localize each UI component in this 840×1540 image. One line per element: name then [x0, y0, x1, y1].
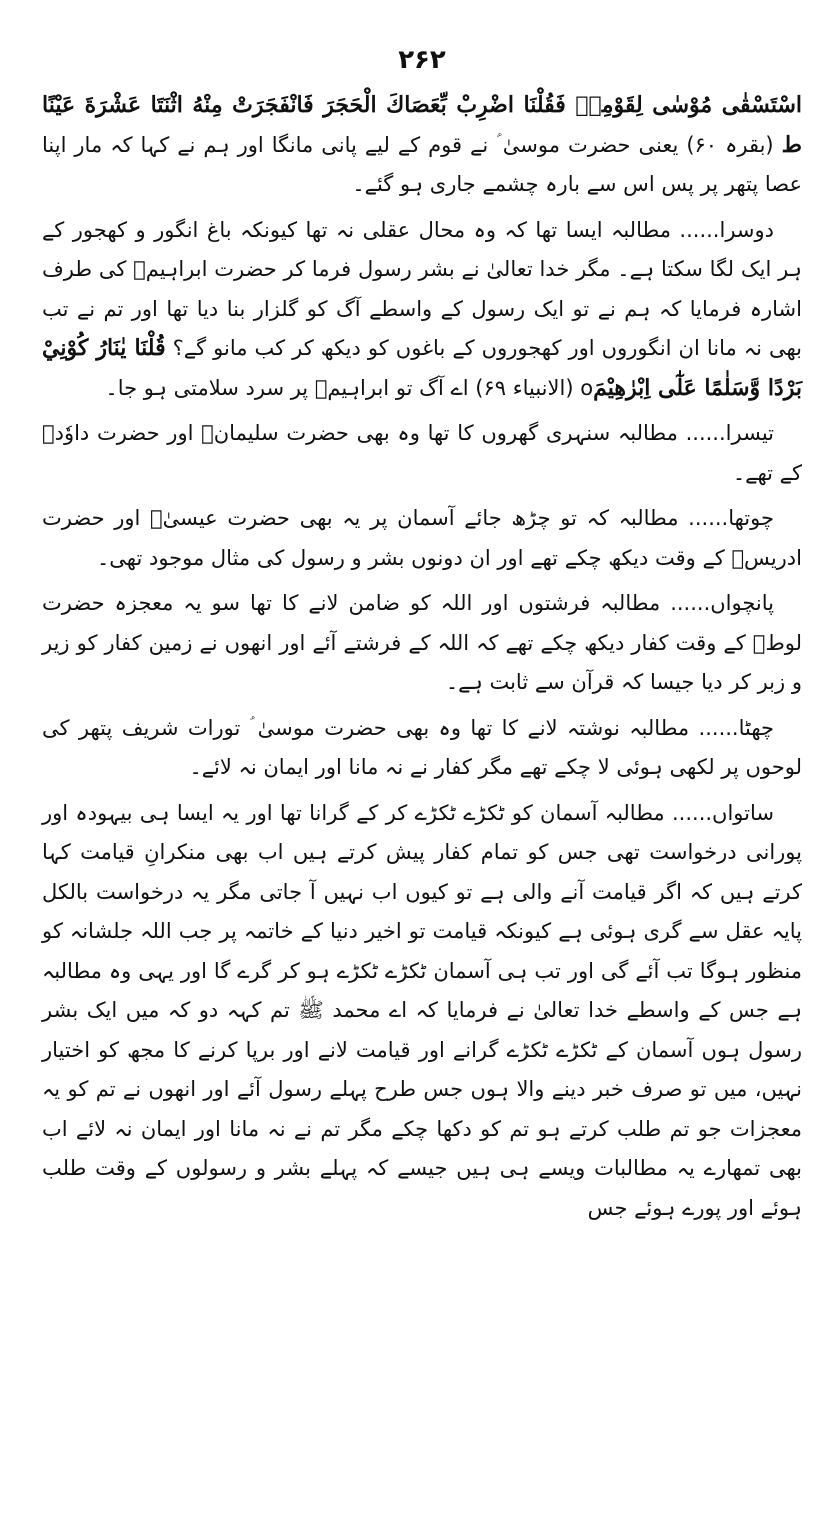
paragraph-text: پانچواں...... مطالبہ فرشتوں اور اللہ کو ضامن لانے کا تھا سو یہ معجزہ حضرت لوطؑ کے وقت کفار دیکھ چکے تھے کہ اللہ کے فرشتے آئے اور انھوں نے زمین کفار کو زیر و زبر کر دیا جیسا کہ قرآن سے ثابت ہے۔: [42, 591, 802, 694]
paragraph-text: o (الانبیاء ۶۹) اے آگ تو ابراہیمؑ پر سرد سلامتی ہو جا۔: [105, 375, 594, 400]
paragraph-text: چوتھا...... مطالبہ کہ تو چڑھ جائے آسمان پر یہ بھی حضرت عیسیٰؑ اور حضرت ادریسؑ کے وقت دیکھ چکے تھے اور ان دونوں بشر و رسول کی مثال موجود تھی۔: [42, 506, 802, 570]
paragraph-fourth-demand: [42, 499, 802, 578]
arabic-verse: قُلْنَا يٰنَارُ كُوْنِيْ بَرْدًا وَّسَلٰمًا عَلٰٓى اِبْرٰهِيْمَ: [42, 335, 802, 401]
paragraph-fifth-demand: [42, 584, 802, 703]
page-number: ۲۶۲: [398, 45, 446, 75]
paragraph-second-demand: [42, 211, 802, 409]
paragraph-sixth-demand: [42, 709, 802, 788]
paragraph-seventh-demand: [42, 794, 802, 1229]
paragraph-text: تیسرا...... مطالبہ سنہری گھروں کا تھا وہ بھی حضرت سلیمانؑ اور حضرت داوٗدؑ کے تھے۔: [42, 421, 802, 485]
paragraph-third-demand: [42, 414, 802, 493]
book-page: [42, 40, 802, 1510]
paragraph-text: (بقرہ ۶۰) یعنی حضرت موسیٰ ؑ نے قوم کے لیے پانی مانگا اور ہم نے کہا کہ مار اپنا عصا پتھر پر پس اس سے بارہ چشمے جاری ہو گئے۔: [42, 132, 802, 196]
paragraph-quran-verse-moses: [42, 86, 802, 205]
paragraph-text: دوسرا...... مطالبہ ایسا تھا کہ وہ محال عقلی نہ تھا کیونکہ باغ انگور و کھجور کے ہر ایک لگا سکتا ہے۔ مگر خدا تعالیٰ نے بشر رسول فرما کر حضرت ابراہیمؑ کی طرف اشارہ فرمایا کہ ہم نے تو ایک رسول کے واسطے آگ کو گلزار بنا دیا تھا اور تم نے تب بھی نہ مانا ان انگوروں اور کھجوروں کے باغوں کو دیکھ کر کب مانو گے؟: [42, 217, 802, 360]
paragraph-text: ساتواں...... مطالبہ آسمان کو ٹکڑے ٹکڑے کر کے گرانا تھا اور یہ ایسا ہی بیہودہ اور پورانی درخواست تھی جس کو تمام کفار پیش کرتے ہیں اب بھی منکرانِ قیامت کہا کرتے ہیں کہ اگر قیامت آنے والی ہے تو کیوں اب نہیں آ جاتی مگر یہ درخواست بالکل پایہ عقل سے گری ہوئی ہے کیونکہ قیامت تو اخیر دنیا کے خاتمہ پر جب اللہ جلشانہ کو منظور ہوگا تب آئے گی اور تب ہی آسمان ٹکڑے ٹکڑے ہو کر گرے گا اور یہی وہ مطالبہ ہے جس کے واسطے خدا تعالیٰ نے فرمایا کہ اے محمد ﷺ تم کہہ دو کہ میں ایک بشر رسول ہوں آسمان کے ٹکڑے ٹکڑے گرانے اور قیامت لانے اور برپا کرنے کا مجھ کو اختیار نہیں، میں تو صرف خبر دینے والا ہوں جس طرح پہلے رسول آئے اور انھوں نے تم کو یہ معجزات جو تم طلب کرتے ہو تم کو دکھا چکے مگر تم نے نہ مانا اور ایمان نہ لائے اب بھی تمھارے یہ مطالبات ویسے ہی ہیں جیسے کہ پہلے بشر و رسولوں کے وقت طلب ہوئے اور پورے ہوئے جس: [42, 800, 802, 1220]
paragraph-text: چھٹا...... مطالبہ نوشتہ لانے کا تھا وہ بھی حضرت موسیٰ ؑ تورات شریف پتھر کی لوحوں پر لکھی ہوئی لا چکے تھے مگر کفار نے نہ مانا اور ایمان نہ لائے۔: [42, 715, 802, 779]
arabic-verse: اسْتَسْقٰى مُوْسٰى لِقَوْمِهٖ فَقُلْنَا اضْرِبْ بِّعَصَاكَ الْحَجَرَ فَانْفَجَرَتْ مِنْهُ اثْنَتَا عَشْرَةَ عَيْنًا ط: [42, 92, 802, 158]
